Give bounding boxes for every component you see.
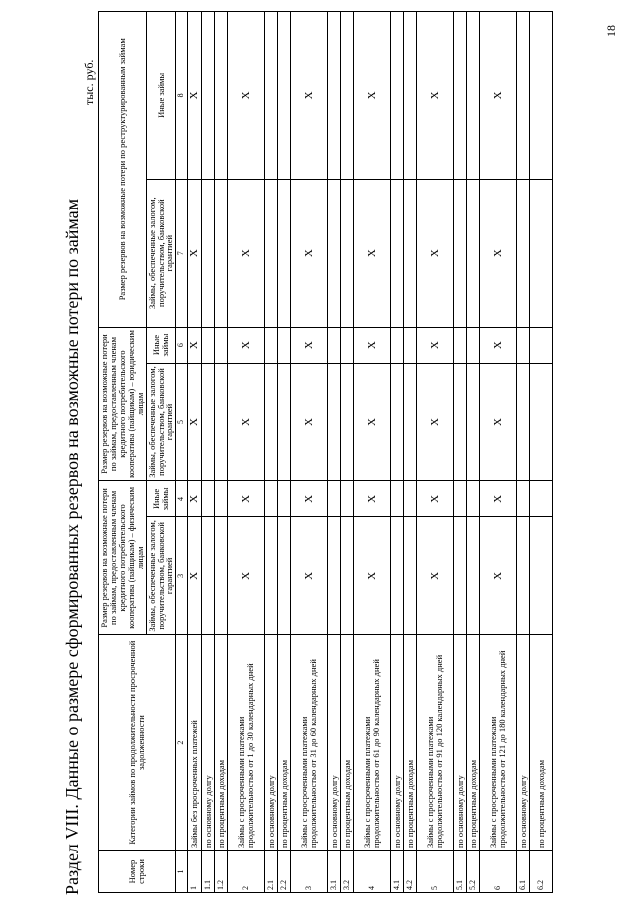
value-cell: X bbox=[480, 12, 517, 180]
value-cell bbox=[454, 327, 467, 363]
table-row bbox=[354, 12, 391, 893]
row-number: 6.1 bbox=[517, 851, 530, 893]
value-cell: X bbox=[417, 363, 454, 481]
row-category-label: по основному долгу bbox=[454, 635, 467, 851]
value-cell bbox=[215, 327, 228, 363]
value-cell bbox=[404, 327, 417, 363]
value-cell: X bbox=[291, 327, 328, 363]
unit-label: тыс. руб. bbox=[82, 59, 96, 105]
value-cell: X bbox=[228, 363, 265, 481]
row-number: 1.1 bbox=[202, 851, 215, 893]
value-cell bbox=[404, 12, 417, 180]
column-number-row bbox=[176, 12, 187, 893]
value-cell bbox=[202, 327, 215, 363]
header-row-1 bbox=[99, 12, 147, 893]
value-cell bbox=[202, 363, 215, 481]
row-category-label: по процентным доходам bbox=[467, 635, 480, 851]
row-category-label: Займы с просроченными платежами продолжительностью от 31 до 60 календарных дней bbox=[291, 635, 328, 851]
value-cell: X bbox=[187, 327, 202, 363]
row-number: 6.2 bbox=[530, 851, 553, 893]
row-category-label: по процентным доходам bbox=[215, 635, 228, 851]
value-cell bbox=[517, 517, 530, 635]
value-cell: X bbox=[480, 517, 517, 635]
value-cell bbox=[404, 179, 417, 327]
value-cell bbox=[391, 12, 404, 180]
row-category-label: по основному долгу bbox=[517, 635, 530, 851]
table-row bbox=[454, 12, 467, 893]
row-category-label: по процентным доходам bbox=[530, 635, 553, 851]
value-cell bbox=[278, 12, 291, 180]
value-cell bbox=[328, 179, 341, 327]
table-row bbox=[328, 12, 341, 893]
value-cell: X bbox=[187, 517, 202, 635]
column-number: 1 bbox=[176, 851, 187, 893]
value-cell bbox=[278, 327, 291, 363]
table-row bbox=[480, 12, 517, 893]
value-cell bbox=[265, 481, 278, 517]
column-number: 8 bbox=[176, 12, 187, 180]
value-cell bbox=[265, 517, 278, 635]
value-cell bbox=[467, 327, 480, 363]
value-cell bbox=[202, 12, 215, 180]
value-cell: X bbox=[228, 327, 265, 363]
row-category-label: Займы с просроченными платежами продолжительностью от 121 до 180 календарных дней bbox=[480, 635, 517, 851]
value-cell: X bbox=[480, 481, 517, 517]
row-number: 2.2 bbox=[278, 851, 291, 893]
value-cell: X bbox=[291, 363, 328, 481]
value-cell: X bbox=[417, 481, 454, 517]
value-cell bbox=[404, 481, 417, 517]
value-cell: X bbox=[417, 179, 454, 327]
value-cell bbox=[391, 327, 404, 363]
value-cell bbox=[202, 517, 215, 635]
value-cell bbox=[328, 327, 341, 363]
value-cell: X bbox=[291, 12, 328, 180]
value-cell bbox=[530, 481, 553, 517]
value-cell bbox=[341, 327, 354, 363]
value-cell bbox=[454, 12, 467, 180]
value-cell bbox=[391, 363, 404, 481]
value-cell bbox=[215, 363, 228, 481]
value-cell bbox=[341, 363, 354, 481]
value-cell: X bbox=[417, 517, 454, 635]
value-cell bbox=[467, 179, 480, 327]
value-cell bbox=[517, 12, 530, 180]
value-cell bbox=[215, 481, 228, 517]
value-cell bbox=[278, 179, 291, 327]
value-cell bbox=[517, 363, 530, 481]
value-cell bbox=[278, 517, 291, 635]
column-number: 3 bbox=[176, 517, 187, 635]
row-category-label: по процентным доходам bbox=[404, 635, 417, 851]
row-number: 2 bbox=[228, 851, 265, 893]
row-number: 4.2 bbox=[404, 851, 417, 893]
table-row bbox=[517, 12, 530, 893]
value-cell: X bbox=[291, 481, 328, 517]
reserves-table bbox=[98, 11, 553, 893]
value-cell bbox=[391, 517, 404, 635]
value-cell bbox=[202, 481, 215, 517]
column-number: 5 bbox=[176, 363, 187, 481]
value-cell bbox=[341, 12, 354, 180]
value-cell: X bbox=[187, 363, 202, 481]
value-cell bbox=[341, 517, 354, 635]
value-cell bbox=[265, 363, 278, 481]
value-cell bbox=[517, 179, 530, 327]
value-cell: X bbox=[480, 327, 517, 363]
header-group-individuals: Размер резервов на возможные потери по займам, предоставленным членам кредитного потребительского кооператива (пайщикам) – физическим лицам bbox=[99, 481, 147, 635]
value-cell bbox=[328, 517, 341, 635]
table-row bbox=[291, 12, 328, 893]
value-cell: X bbox=[291, 517, 328, 635]
value-cell bbox=[454, 517, 467, 635]
value-cell: X bbox=[354, 481, 391, 517]
value-cell bbox=[454, 481, 467, 517]
row-number: 6 bbox=[480, 851, 517, 893]
row-number: 3.2 bbox=[341, 851, 354, 893]
value-cell bbox=[215, 179, 228, 327]
row-category-label: по процентным доходам bbox=[341, 635, 354, 851]
value-cell: X bbox=[228, 517, 265, 635]
value-cell bbox=[391, 481, 404, 517]
value-cell bbox=[404, 517, 417, 635]
value-cell: X bbox=[417, 12, 454, 180]
table-row bbox=[467, 12, 480, 893]
row-number: 5.1 bbox=[454, 851, 467, 893]
value-cell bbox=[530, 327, 553, 363]
value-cell bbox=[215, 517, 228, 635]
row-number: 2.1 bbox=[265, 851, 278, 893]
table-row bbox=[278, 12, 291, 893]
row-category-label: по основному долгу bbox=[391, 635, 404, 851]
value-cell: X bbox=[228, 481, 265, 517]
value-cell: X bbox=[480, 363, 517, 481]
value-cell bbox=[467, 363, 480, 481]
table-body bbox=[187, 12, 553, 893]
value-cell bbox=[265, 179, 278, 327]
value-cell bbox=[215, 12, 228, 180]
value-cell: X bbox=[187, 12, 202, 180]
row-category-label: по основному долгу bbox=[202, 635, 215, 851]
value-cell bbox=[454, 179, 467, 327]
row-category-label: по основному долгу bbox=[328, 635, 341, 851]
value-cell bbox=[454, 363, 467, 481]
row-category-label: по основному долгу bbox=[265, 635, 278, 851]
column-number: 6 bbox=[176, 327, 187, 363]
row-number: 4 bbox=[354, 851, 391, 893]
value-cell bbox=[328, 363, 341, 481]
value-cell bbox=[467, 12, 480, 180]
table-row bbox=[530, 12, 553, 893]
table-row bbox=[202, 12, 215, 893]
value-cell bbox=[530, 517, 553, 635]
value-cell: X bbox=[354, 363, 391, 481]
value-cell bbox=[278, 363, 291, 481]
value-cell: X bbox=[354, 327, 391, 363]
row-category-label: по процентным доходам bbox=[278, 635, 291, 851]
value-cell bbox=[517, 481, 530, 517]
value-cell bbox=[328, 481, 341, 517]
value-cell: X bbox=[187, 481, 202, 517]
header-other: Иные займы bbox=[146, 327, 176, 363]
table-row bbox=[404, 12, 417, 893]
table-row bbox=[265, 12, 278, 893]
value-cell bbox=[328, 12, 341, 180]
row-number: 3 bbox=[291, 851, 328, 893]
value-cell bbox=[278, 481, 291, 517]
value-cell bbox=[467, 481, 480, 517]
column-number: 4 bbox=[176, 481, 187, 517]
value-cell bbox=[265, 12, 278, 180]
column-number: 2 bbox=[176, 635, 187, 851]
value-cell bbox=[467, 517, 480, 635]
header-group-legal-entities: Размер резервов на возможные потери по займам, предоставленным членам кредитного потребительского кооператива (пайщикам) – юридическим лицам bbox=[99, 327, 147, 481]
header-line-number: Номер строки bbox=[99, 851, 176, 893]
header-group-restructured: Размер резервов на возможные потери по реструктурированным займам bbox=[99, 12, 147, 328]
table-row bbox=[417, 12, 454, 893]
value-cell bbox=[530, 12, 553, 180]
value-cell bbox=[530, 363, 553, 481]
value-cell bbox=[341, 179, 354, 327]
row-category-label: Займы с просроченными платежами продолжительностью от 61 до 90 календарных дней bbox=[354, 635, 391, 851]
table-row bbox=[341, 12, 354, 893]
value-cell: X bbox=[187, 179, 202, 327]
value-cell bbox=[341, 481, 354, 517]
row-number: 4.1 bbox=[391, 851, 404, 893]
page-title: Раздел VIII. Данные о размере сформированных резервов на возможные потери по займам bbox=[62, 199, 82, 895]
row-category-label: Займы с просроченными платежами продолжительностью от 91 до 120 календарных дней bbox=[417, 635, 454, 851]
row-number: 1 bbox=[187, 851, 202, 893]
value-cell: X bbox=[354, 12, 391, 180]
page-number: 18 bbox=[604, 25, 618, 37]
header-secured: Займы, обеспеченные залогом, поручительством, банковской гарантией bbox=[146, 363, 176, 481]
row-category-label: Займы с просроченными платежами продолжительностью от 1 до 30 календарных дней bbox=[228, 635, 265, 851]
value-cell: X bbox=[480, 179, 517, 327]
value-cell: X bbox=[354, 517, 391, 635]
row-number: 5.2 bbox=[467, 851, 480, 893]
value-cell: X bbox=[354, 179, 391, 327]
value-cell: X bbox=[417, 327, 454, 363]
value-cell bbox=[517, 327, 530, 363]
value-cell bbox=[265, 327, 278, 363]
value-cell bbox=[391, 179, 404, 327]
table-row bbox=[215, 12, 228, 893]
header-other: Иные займы bbox=[146, 12, 176, 180]
value-cell bbox=[530, 179, 553, 327]
header-other: Иные займы bbox=[146, 481, 176, 517]
row-number: 1.2 bbox=[215, 851, 228, 893]
table-row bbox=[391, 12, 404, 893]
value-cell bbox=[202, 179, 215, 327]
table-row bbox=[187, 12, 202, 893]
value-cell bbox=[404, 363, 417, 481]
header-category: Категории займов по продолжительности просроченной задолженности bbox=[99, 635, 176, 851]
column-number: 7 bbox=[176, 179, 187, 327]
row-number: 3.1 bbox=[328, 851, 341, 893]
row-category-label: Займы без просроченных платежей bbox=[187, 635, 202, 851]
table-row bbox=[228, 12, 265, 893]
value-cell: X bbox=[228, 179, 265, 327]
header-secured: Займы, обеспеченные залогом, поручительством, банковской гарантией bbox=[146, 517, 176, 635]
value-cell: X bbox=[228, 12, 265, 180]
row-number: 5 bbox=[417, 851, 454, 893]
header-secured: Займы, обеспеченные залогом, поручительством, банковской гарантией bbox=[146, 179, 176, 327]
value-cell: X bbox=[291, 179, 328, 327]
